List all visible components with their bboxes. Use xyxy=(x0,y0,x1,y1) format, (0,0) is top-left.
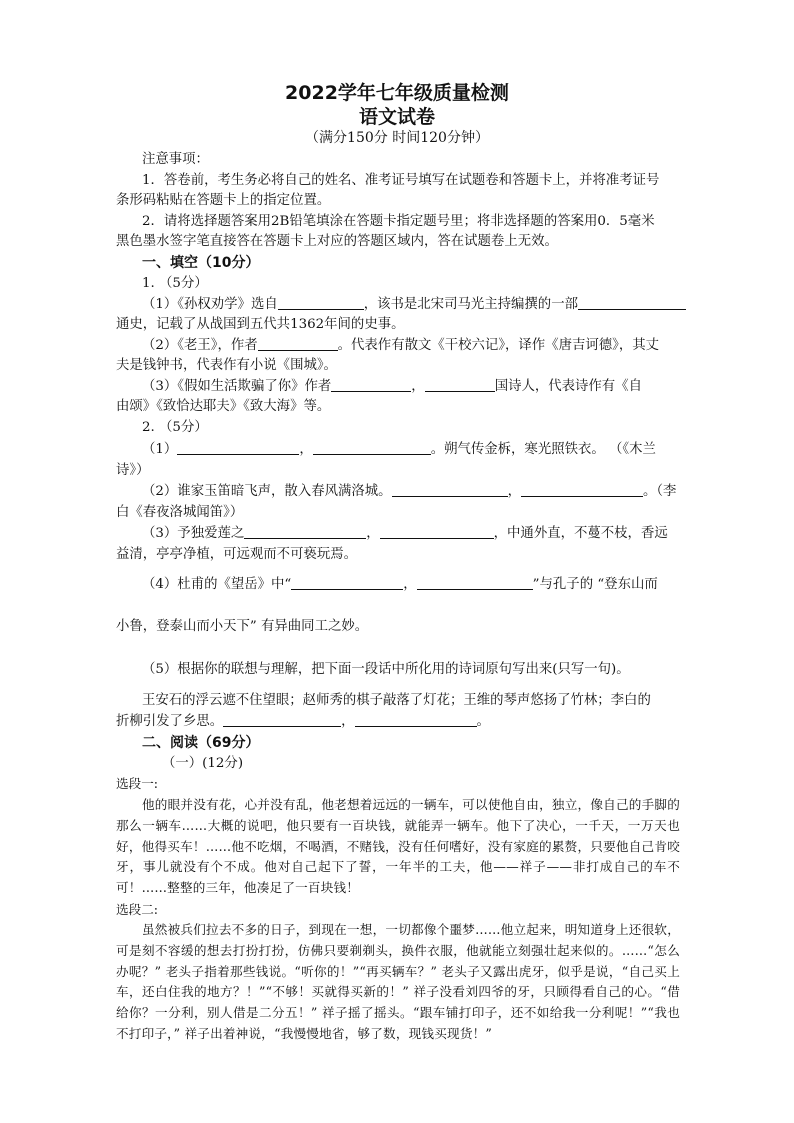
question-2-header: 2. （5分） xyxy=(142,420,208,435)
answer-blank[interactable] xyxy=(380,524,494,539)
question-2-2: （2）谁家玉笛暗飞声，散入春风满洛城。 ， 。（李 xyxy=(142,484,677,499)
note-2-line-2: 黑色墨水签字笔直接答在答题卡上对应的答题区域内，答在试题卷上无效。 xyxy=(116,234,558,249)
excerpt-2-text: 虽然被兵们拉去不多的日子，到现在一想，一切都像个噩梦……他立起来，明知道身上还很软，可是刻不容缓的想去打扮打扮，仿佛只要剃剃头，换件衣服，他就能立刻强壮起来似的。……“怎么办呢？” 老头子指着那些钱说。“听你的！”“再买辆车？” 老头子又露出虎牙，似乎是说，“自己买上车，还白住我的地方？！”“不够！买就得买新的！” 祥子没看刘四爷的牙，只顾得看自己的心。“借给你？一分利，别人借是二分五！” 祥子摇了摇头。“跟车铺打印子，还不如给我一分利呢！”“我也不打印子，” 祥子出着神说，“我慢慢地省，够了数，现钱买现货！” xyxy=(116,922,680,1041)
question-1-1: （1）《孙权劝学》选自 ，该书是北宋司马光主持编撰的一部 xyxy=(142,295,686,315)
notes-heading: 注意事项： xyxy=(142,152,209,167)
excerpt-2-label: 选段二: xyxy=(116,902,159,917)
question-2-2-cont: 白《春夜洛城闻笛》） xyxy=(116,505,244,520)
question-2-3: （3）予独爱莲之 ， ，中通外直，不蔓不枝，香远 xyxy=(142,526,668,541)
answer-blank[interactable] xyxy=(278,295,364,310)
section-2-heading: 二、阅读（69分） xyxy=(142,735,260,751)
question-2-5-passage-1: 王安石的浮云遮不住望眼；赵师秀的棋子敲落了灯花；王维的琴声悠扬了竹林；李白的 xyxy=(142,693,651,708)
answer-blank[interactable] xyxy=(258,336,338,351)
answer-blank[interactable] xyxy=(177,440,299,455)
reading-part-1: （一）(12分) xyxy=(162,756,244,771)
answer-blank[interactable] xyxy=(417,575,533,590)
note-2-line-1: 2．请将选择题答案用2B铅笔填涂在答题卡指定题号里；将非选择题的答案用0．5毫米 xyxy=(142,214,655,229)
answer-blank[interactable] xyxy=(521,482,643,497)
question-1-header: 1. （5分） xyxy=(142,276,208,291)
exam-meta: （满分150分 时间120分钟） xyxy=(305,130,489,146)
answer-blank[interactable] xyxy=(392,482,508,497)
note-1-line-2: 条形码粘贴在答题卡上的指定位置。 xyxy=(116,193,331,208)
exam-title: 2022学年七年级质量检测 xyxy=(285,82,509,104)
question-1-3-cont: 由颂》《致恰达耶夫》《致大海》等。 xyxy=(116,399,331,414)
answer-blank[interactable] xyxy=(244,524,366,539)
section-1-heading: 一、填空（10分） xyxy=(142,255,260,271)
question-2-1-cont: 诗》） xyxy=(116,463,150,478)
answer-blank[interactable] xyxy=(578,295,686,310)
question-1-3: （3）《假如生活欺骗了你》作者 ， 国诗人，代表诗作有《自 xyxy=(142,379,642,394)
answer-blank[interactable] xyxy=(331,377,411,392)
answer-blank[interactable] xyxy=(223,712,341,727)
question-1-2: （2）《老王》，作者 。代表作有散文《干校六记》，译作《唐吉诃德》，其丈 xyxy=(142,338,660,353)
question-1-2-cont: 夫是钱钟书，代表作有小说《围城》。 xyxy=(116,358,337,373)
excerpt-1-label: 选段一: xyxy=(116,776,159,791)
question-1-1-cont: 通史，记载了从战国到五代共1362年间的史事。 xyxy=(116,317,405,332)
question-2-5: （5）根据你的联想与理解，把下面一段话中所化用的诗词原句写出来(只写一句)。 xyxy=(142,662,630,677)
question-2-1: （1） ， 。朔气传金柝，寒光照铁衣。 （《木兰 xyxy=(142,442,656,457)
excerpt-1-text: 他的眼并没有花，心并没有乱，他老想着远远的一辆车，可以使他自由，独立，像自己的手脚的那么一辆车……大概的说吧，他只要有一百块钱，就能弄一辆车。他下了决心，一千天，一万天也好，他得买车！……他不吃烟，不喝酒，不赌钱，没有任何嗜好，没有家庭的累赘，只要他自己肯咬牙，事儿就没有个不成。他对自己起下了誓，一年半的工夫，他——祥子——非打成自己的车不可！……整整的三年，他凑足了一百块钱！ xyxy=(116,797,680,896)
question-2-5-passage-2: 折柳引发了乡思。 ， 。 xyxy=(116,714,490,729)
answer-blank[interactable] xyxy=(425,377,495,392)
question-2-4-cont: 小鲁，登泰山而小天下” 有异曲同工之妙。 xyxy=(116,619,369,634)
question-2-4: （4）杜甫的《望岳》中“ ， ”与孔子的 “登东山而 xyxy=(142,577,658,592)
note-1-line-1: 1．答卷前，考生务必将自己的姓名、准考证号填写在试题卷和答题卡上，并将准考证号 xyxy=(142,173,660,188)
answer-blank[interactable] xyxy=(355,712,477,727)
question-2-3-cont: 益清，亭亭净植，可远观而不可亵玩焉。 xyxy=(116,547,358,562)
answer-blank[interactable] xyxy=(291,575,403,590)
exam-subtitle: 语文试卷 xyxy=(358,106,435,128)
answer-blank[interactable] xyxy=(313,440,431,455)
